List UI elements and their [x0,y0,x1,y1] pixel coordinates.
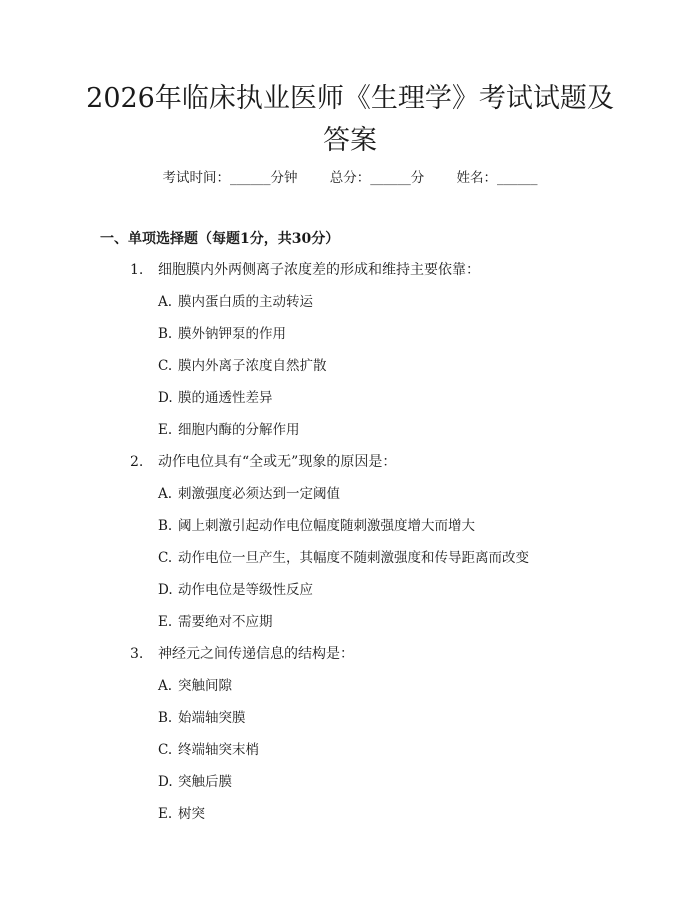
option-text: 动作电位是等级性反应 [178,582,313,598]
section-heading: 一、单项选择题（每题1分，共30分） [100,231,340,247]
question-text: 细胞膜内外两侧离子浓度差的形成和维持主要依靠： [158,262,480,278]
q1-option-b [158,324,286,344]
option-text: 突触后膜 [178,774,232,790]
question-number: 2. [130,454,144,470]
option-letter: A. [158,678,173,694]
option-text: 始端轴突膜 [178,710,246,726]
option-text: 动作电位一旦产生，其幅度不随刺激强度和传导距离而改变 [178,550,529,566]
option-text: 刺激强度必须达到一定阈值 [178,486,340,502]
option-letter: B. [158,326,173,342]
option-letter: D. [158,390,173,406]
q1-option-a [158,292,313,312]
option-text: 膜内蛋白质的主动转运 [178,294,313,310]
option-text: 膜的通透性差异 [178,390,273,406]
option-letter: B. [158,710,173,726]
option-letter: A. [158,294,173,310]
q2-option-d [158,580,313,600]
question-text: 神经元之间传递信息的结构是： [158,646,354,662]
exam-time-field: 考试时间：______分钟 [162,170,298,186]
option-text: 膜内外离子浓度自然扩散 [178,358,327,374]
q3-option-b [158,708,246,728]
option-text: 阈上刺激引起动作电位幅度随刺激强度增大而增大 [178,518,475,534]
option-letter: D. [158,582,173,598]
option-letter: B. [158,518,173,534]
option-letter: E. [158,422,173,438]
q3-option-d [158,772,232,792]
option-text: 终端轴突末梢 [178,742,259,758]
name-field: 姓名：______ [456,170,538,186]
option-text: 突触间隙 [178,678,232,694]
q3-option-e [158,804,205,824]
q2-option-a [158,484,340,504]
document-title: 2026年临床执业医师《生理学》考试试题及答案 [86,83,614,156]
q2-option-e [158,612,273,632]
q1-option-d [158,388,273,408]
question-number: 3. [130,646,144,662]
option-letter: D. [158,774,173,790]
q1-option-c [158,356,327,376]
q3-option-c [158,740,259,760]
q1-option-e [158,420,300,440]
option-letter: A. [158,486,173,502]
question-2 [130,452,396,472]
option-text: 需要绝对不应期 [178,614,273,630]
question-1 [130,260,480,280]
option-letter: E. [158,806,173,822]
option-letter: C. [158,742,173,758]
option-letter: C. [158,550,173,566]
option-text: 细胞内酶的分解作用 [178,422,300,438]
option-text: 树突 [178,806,205,822]
option-text: 膜外钠钾泵的作用 [178,326,286,342]
q3-option-a [158,676,232,696]
option-letter: E. [158,614,173,630]
q2-option-b [158,516,475,536]
q2-option-c [158,548,529,568]
question-number: 1. [130,262,144,278]
question-3 [130,644,354,664]
option-letter: C. [158,358,173,374]
question-text: 动作电位具有“全或无”现象的原因是： [158,454,397,470]
exam-info-line [0,168,700,188]
total-score-field: 总分：______分 [329,170,425,186]
